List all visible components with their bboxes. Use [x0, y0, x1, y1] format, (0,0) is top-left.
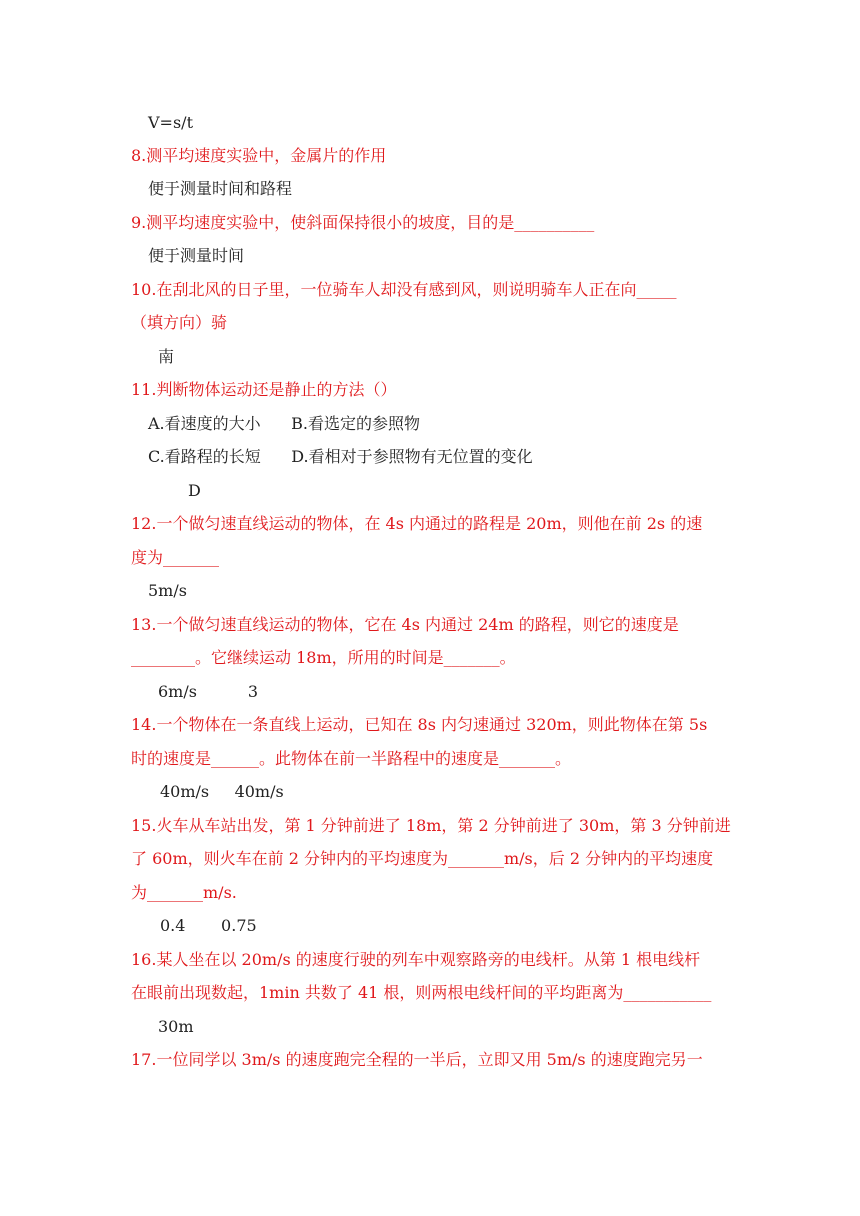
- question-17: 17.一位同学以 3m/s 的速度跑完全程的一半后，立即又用 5m/s 的速度跑完另一: [131, 1050, 703, 1069]
- answer-15: 0.4 0.75: [160, 916, 257, 935]
- question-12: 12.一个做匀速直线运动的物体，在 4s 内通过的路程是 20m，则他在前 2s 的速: [131, 514, 703, 533]
- option-a-b: A.看速度的大小 B.看选定的参照物: [148, 414, 421, 433]
- answer-16: 30m: [158, 1017, 194, 1036]
- question-13-cont: ________。它继续运动 18m，所用的时间是_______。: [131, 648, 516, 667]
- option-c-d: C.看路程的长短 D.看相对于参照物有无位置的变化: [148, 447, 533, 466]
- answer-9: 便于测量时间: [148, 246, 245, 265]
- question-13: 13.一个做匀速直线运动的物体，它在 4s 内通过 24m 的路程，则它的速度是: [131, 615, 679, 634]
- answer-10: 南: [158, 347, 175, 366]
- answer-11: D: [188, 481, 201, 500]
- question-14: 14.一个物体在一条直线上运动，已知在 8s 内匀速通过 320m，则此物体在第 5s: [131, 715, 708, 734]
- question-9: 9.测平均速度实验中，使斜面保持很小的坡度，目的是__________: [131, 213, 595, 232]
- answer-7: V=s/t: [148, 113, 193, 132]
- question-10: 10.在刮北风的日子里，一位骑车人却没有感到风，则说明骑车人正在向_____: [131, 280, 677, 299]
- answer-8: 便于测量时间和路程: [148, 179, 293, 198]
- question-16-cont: 在眼前出现数起，1min 共数了 41 根，则两根电线杆间的平均距离为___________: [131, 983, 712, 1002]
- question-15-cont: 了 60m，则火车在前 2 分钟内的平均速度为_______m/s，后 2 分钟内的平均速度: [131, 849, 714, 868]
- question-14-cont: 时的速度是______。此物体在前一半路程中的速度是_______。: [131, 749, 572, 768]
- question-12-cont: 度为_______: [131, 548, 220, 567]
- question-15-cont2: 为_______m/s.: [131, 883, 237, 902]
- question-8: 8.测平均速度实验中，金属片的作用: [131, 146, 387, 165]
- question-15: 15.火车从车站出发，第 1 分钟前进了 18m，第 2 分钟前进了 30m，第 3 分钟前进: [131, 816, 731, 835]
- answer-13: 6m/s 3: [158, 682, 258, 701]
- question-11: 11.判断物体运动还是静止的方法（）: [131, 380, 397, 399]
- question-10-cont: （填方向）骑: [131, 313, 228, 332]
- answer-14: 40m/s 40m/s: [160, 782, 284, 801]
- question-16: 16.某人坐在以 20m/s 的速度行驶的列车中观察路旁的电线杆。从第 1 根电线杆: [131, 950, 701, 969]
- answer-12: 5m/s: [148, 581, 187, 600]
